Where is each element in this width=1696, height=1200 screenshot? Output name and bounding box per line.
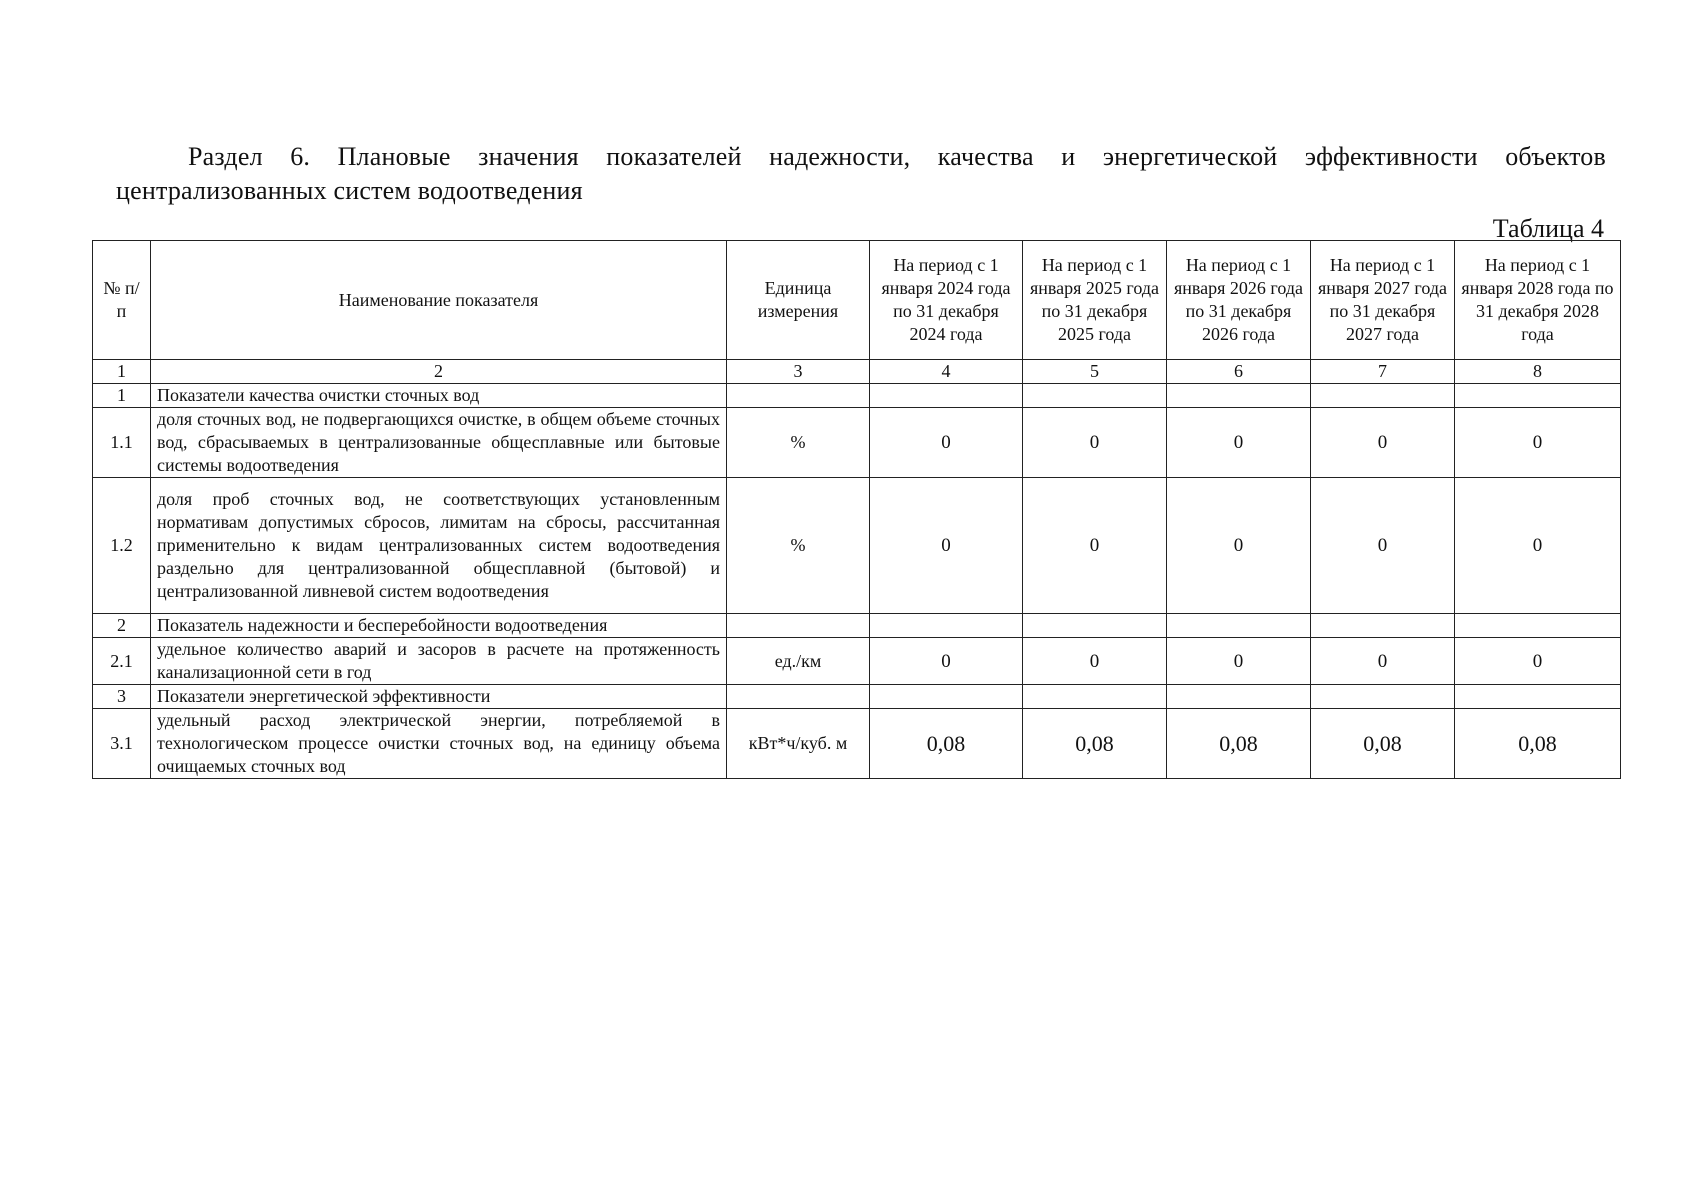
row-index: 1.1 — [93, 408, 151, 478]
column-number: 6 — [1167, 360, 1311, 384]
row-index: 2 — [93, 614, 151, 638]
indicator-unit: кВт*ч/куб. м — [727, 709, 870, 779]
value-2024: 0 — [870, 408, 1023, 478]
header-period-2025: На период с 1 января 2025 года по 31 декабря 2025 года — [1023, 241, 1167, 360]
value-2025: 0 — [1023, 478, 1167, 614]
value-2026: 0,08 — [1167, 709, 1311, 779]
header-period-2024: На период с 1 января 2024 года по 31 декабря 2024 года — [870, 241, 1023, 360]
column-number: 1 — [93, 360, 151, 384]
value-2026: 0 — [1167, 478, 1311, 614]
value-2028: 0 — [1455, 408, 1621, 478]
column-number: 5 — [1023, 360, 1167, 384]
value-2028: 0 — [1455, 638, 1621, 685]
value-2027: 0 — [1311, 638, 1455, 685]
table-row-section — [93, 384, 1621, 408]
indicator-unit: % — [727, 408, 870, 478]
row-index: 3 — [93, 685, 151, 709]
value-2028: 0 — [1455, 478, 1621, 614]
section-heading-line-2: централизованных систем водоотведения — [116, 176, 583, 205]
indicator-unit: ед./км — [727, 638, 870, 685]
table-header-row — [93, 241, 1621, 360]
row-index: 3.1 — [93, 709, 151, 779]
indicator-name: доля проб сточных вод, не соответствующих установленным нормативам допустимых сбросов, лимитам на сбросы, рассчитанная применительно к видам централизованных систем водоотведения раздельно для централизованной общесплавной (бытовой) и централизованной ливневой систем водоотведения — [151, 478, 727, 614]
column-number: 4 — [870, 360, 1023, 384]
value-2025: 0,08 — [1023, 709, 1167, 779]
indicator-name: удельное количество аварий и засоров в расчете на протяженность канализационной сети в год — [151, 638, 727, 685]
value-2025: 0 — [1023, 638, 1167, 685]
column-number: 8 — [1455, 360, 1621, 384]
indicators-table — [92, 240, 1621, 779]
header-unit: Единица измерения — [727, 241, 870, 360]
header-name: Наименование показателя — [151, 241, 727, 360]
header-num: № п/п — [93, 241, 151, 360]
value-2027: 0,08 — [1311, 709, 1455, 779]
table-row — [93, 408, 1621, 478]
row-index: 2.1 — [93, 638, 151, 685]
table-label: Таблица 4 — [1492, 214, 1604, 243]
section-title: Показатели энергетической эффективности — [151, 685, 727, 709]
header-period-2027: На период с 1 января 2027 года по 31 декабря 2027 года — [1311, 241, 1455, 360]
value-2025: 0 — [1023, 408, 1167, 478]
column-number-row — [93, 360, 1621, 384]
header-period-2026: На период с 1 января 2026 года по 31 декабря 2026 года — [1167, 241, 1311, 360]
section-heading — [116, 140, 1606, 208]
section-heading-line-1: Раздел 6. Плановые значения показателей надежности, качества и энергетической эффективности объектов — [188, 142, 1606, 171]
value-2027: 0 — [1311, 478, 1455, 614]
indicator-unit: % — [727, 478, 870, 614]
column-number: 3 — [727, 360, 870, 384]
table-row — [93, 638, 1621, 685]
table-row — [93, 709, 1621, 779]
row-index: 1 — [93, 384, 151, 408]
row-index: 1.2 — [93, 478, 151, 614]
section-title: Показатель надежности и бесперебойности водоотведения — [151, 614, 727, 638]
table-row-section — [93, 685, 1621, 709]
value-2026: 0 — [1167, 638, 1311, 685]
value-2024: 0,08 — [870, 709, 1023, 779]
value-2024: 0 — [870, 478, 1023, 614]
column-number: 7 — [1311, 360, 1455, 384]
column-number: 2 — [151, 360, 727, 384]
indicator-name: удельный расход электрической энергии, потребляемой в технологическом процессе очистки сточных вод, на единицу объема очищаемых сточных вод — [151, 709, 727, 779]
value-2024: 0 — [870, 638, 1023, 685]
table-row — [93, 478, 1621, 614]
value-2028: 0,08 — [1455, 709, 1621, 779]
value-2026: 0 — [1167, 408, 1311, 478]
header-period-2028: На период с 1 января 2028 года по 31 декабря 2028 года — [1455, 241, 1621, 360]
section-title: Показатели качества очистки сточных вод — [151, 384, 727, 408]
indicator-name: доля сточных вод, не подвергающихся очистке, в общем объеме сточных вод, сбрасываемых в централизованные общесплавные или бытовые системы водоотведения — [151, 408, 727, 478]
value-2027: 0 — [1311, 408, 1455, 478]
table-row-section — [93, 614, 1621, 638]
